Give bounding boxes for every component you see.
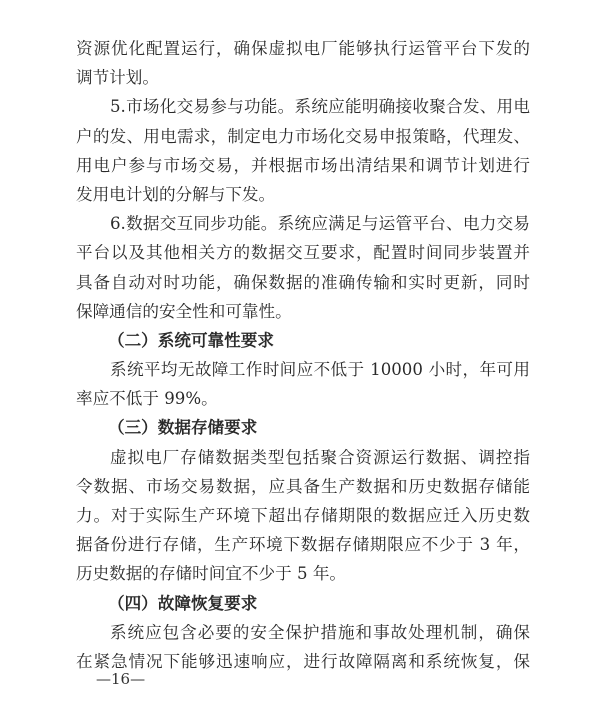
text-line: 平台以及其他相关方的数据交互要求，配置时间同步装置并 [76,243,530,263]
text-line: 历史数据的存储时间宜不少于 5 年。 [76,564,347,584]
text-line: 系统平均无故障工作时间应不低于 10000 小时，年可用 [110,360,530,380]
text-line: 具备自动对时功能，确保数据的准确传输和实时更新，同时 [76,272,530,292]
text-line: 用电户参与市场交易，并根据市场出清结果和调节计划进行 [76,155,530,175]
document-body [76,34,530,676]
text-line: 在紧急情况下能够迅速响应，进行故障隔离和系统恢复，保 [76,651,530,671]
section-heading: （二）系统可靠性要求 [108,329,274,350]
section-heading: （三）数据存储要求 [108,417,258,438]
text-line: 保障通信的安全性和可靠性。 [76,301,292,321]
text-line: 发用电计划的分解与下发。 [76,184,276,204]
page-number: —16— [96,670,146,688]
text-line: 令数据、市场交易数据，应具备生产数据和历史数据存储能 [76,476,530,496]
text-line: 6.数据交互同步功能。系统应满足与运管平台、电力交易 [110,214,530,234]
text-line: 率应不低于 99%。 [76,389,218,409]
text-line: 虚拟电厂存储数据类型包括聚合资源运行数据、调控指 [110,447,530,467]
text-line: 据备份进行存储，生产环境下数据存储期限应不少于 3 年， [76,535,530,555]
text-line: 系统应包含必要的安全保护措施和事故处理机制，确保 [110,622,530,642]
section-heading: （四）故障恢复要求 [108,592,258,613]
text-line: 调节计划。 [76,68,159,88]
text-line: 户的发、用电需求，制定电力市场化交易申报策略，代理发、 [76,126,530,146]
text-line: 资源优化配置运行，确保虚拟电厂能够执行运管平台下发的 [76,39,530,58]
text-line: 力。对于实际生产环境下超出存储期限的数据应迁入历史数 [76,506,530,525]
text-line: 5.市场化交易参与功能。系统应能明确接收聚合发、用电 [110,97,530,117]
